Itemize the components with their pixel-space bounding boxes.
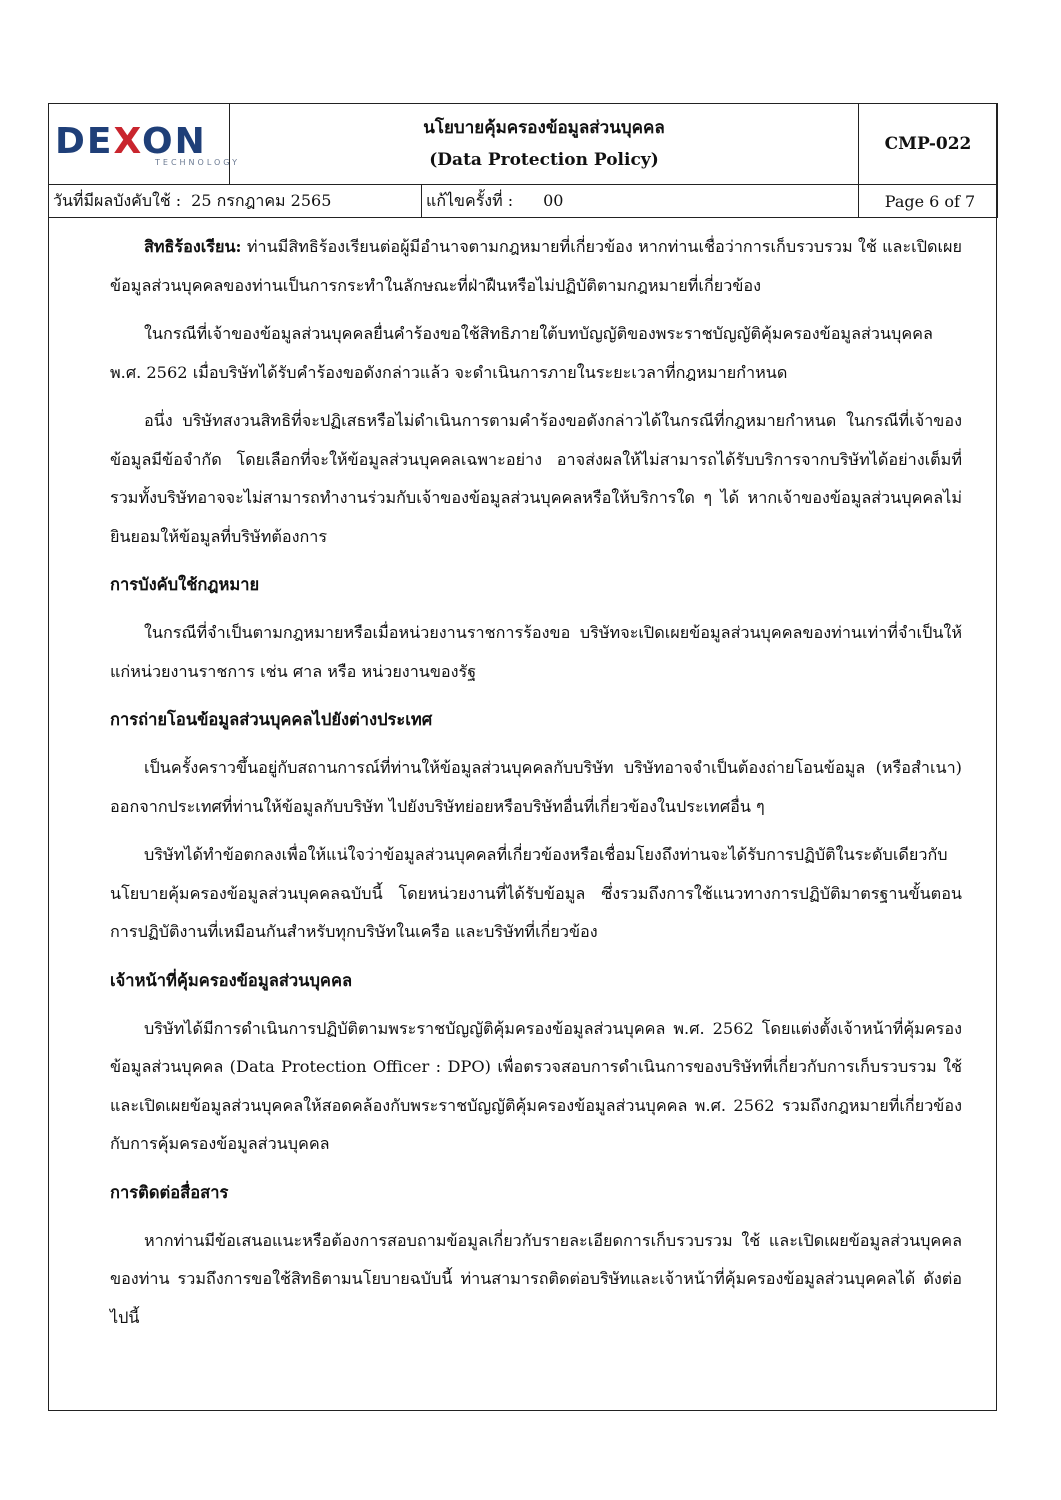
- paragraph-complaint: [110, 228, 962, 305]
- revision: [422, 185, 859, 218]
- company-logo: [55, 121, 207, 162]
- document-title: [230, 104, 859, 185]
- paragraph: บริษัทได้มีการดำเนินการปฏิบัติตามพระราชบัญญัติคุ้มครองข้อมูลส่วนบุคคล พ.ศ. 2562 โดยแต่งตั้งเจ้าหน้าที่คุ้มครองข้อมูลส่วนบุคคล (Data Protection Officer : DPO) เพื่อตรวจสอบการดำเนินการของบริษัทที่เกี่ยวกับการเก็บรวบรวม ใช้ และเปิดเผยข้อมูลส่วนบุคคลให้สอดคล้องกับพระราชบัญญัติคุ้มครองข้อมูลส่วนบุคคล พ.ศ. 2562 รวมถึงกฎหมายที่เกี่ยวข้องกับการคุ้มครองข้อมูลส่วนบุคคล: [110, 1018, 962, 1153]
- paragraph: บริษัทได้ทำข้อตกลงเพื่อให้แน่ใจว่าข้อมูลส่วนบุคคลที่เกี่ยวข้องหรือเชื่อมโยงถึงท่านจะได้รับการปฏิบัติในระดับเดียวกับนโยบายคุ้มครองข้อมูลส่วนบุคคลฉบับนี้ โดยหน่วยงานที่ได้รับข้อมูล ซึ่งรวมถึงการใช้แนวทางการปฏิบัติมาตรฐานขั้นตอนการปฏิบัติงานที่เหมือนกันสำหรับทุกบริษัทในเครือ และบริษัทที่เกี่ยวข้อง: [110, 845, 962, 941]
- section-heading: การบังคับใช้กฎหมาย: [110, 575, 260, 594]
- paragraph-lead: สิทธิร้องเรียน:: [144, 237, 242, 256]
- section-heading: เจ้าหน้าที่คุ้มครองข้อมูลส่วนบุคคล: [110, 970, 353, 990]
- paragraph: หากท่านมีข้อเสนอแนะหรือต้องการสอบถามข้อมูลเกี่ยวกับรายละเอียดการเก็บรวบรวม ใช้ และเปิดเผยข้อมูลส่วนบุคคลของท่าน รวมถึงการขอใช้สิทธิตามนโยบายฉบับนี้ ท่านสามารถติดต่อบริษัทและเจ้าหน้าที่คุ้มครองข้อมูลส่วนบุคคลได้ ดังต่อไปนี้: [110, 1230, 962, 1327]
- section-heading: การติดต่อสื่อสาร: [110, 1182, 229, 1202]
- logo-cell: [49, 104, 240, 185]
- revision-label: แก้ไขครั้งที่ :: [426, 190, 514, 210]
- paragraph: ในกรณีที่จำเป็นตามกฎหมายหรือเมื่อหน่วยงานราชการร้องขอ บริษัทจะเปิดเผยข้อมูลส่วนบุคคลของท่านเท่าที่จำเป็นให้แก่หน่วยงานราชการ เช่น ศาล หรือ หน่วยงานของรัฐ: [110, 623, 962, 681]
- paragraph: อนึ่ง บริษัทสงวนสิทธิที่จะปฏิเสธหรือไม่ดำเนินการตามคำร้องขอดังกล่าวได้ในกรณีที่กฎหมายกำหนด ในกรณีที่เจ้าของข้อมูลมีข้อจำกัด โดยเลือกที่จะให้ข้อมูลส่วนบุคคลเฉพาะอย่าง อาจส่งผลให้ไม่สามารถได้รับบริการจากบริษัทได้อย่างเต็มที่ รวมทั้งบริษัทอาจจะไม่สามารถทำงานร่วมกับเจ้าของข้อมูลส่วนบุคคลหรือให้บริการใด ๆ ได้ หากเจ้าของข้อมูลส่วนบุคคลไม่ยินยอมให้ข้อมูลที่บริษัทต้องการ: [110, 411, 962, 546]
- logo-subtext: TECHNOLOGY: [155, 158, 240, 167]
- paragraph-text: ท่านมีสิทธิร้องเรียนต่อผู้มีอำนาจตามกฎหมายที่เกี่ยวข้อง หากท่านเชื่อว่าการเก็บรวบรวม ใช้ และเปิดเผยข้อมูลส่วนบุคคลของท่านเป็นการกระทำในลักษณะที่ฝ่าฝืนหรือไม่ปฏิบัติตามกฎหมายที่เกี่ยวข้อง: [110, 237, 962, 295]
- document-body: [110, 228, 962, 1347]
- title-english: (Data Protection Policy): [429, 150, 659, 170]
- paragraph: ในกรณีที่เจ้าของข้อมูลส่วนบุคคลยื่นคำร้องขอใช้สิทธิภายใต้บทบัญญัติของพระราชบัญญัติคุ้มครองข้อมูลส่วนบุคคล พ.ศ. 2562 เมื่อบริษัทได้รับคำร้องขอดังกล่าวแล้ว จะดำเนินการภายในระยะเวลาที่กฎหมายกำหนด: [110, 324, 933, 382]
- page-number: Page 6 of 7: [859, 185, 998, 218]
- title-thai: นโยบายคุ้มครองข้อมูลส่วนบุคคล: [423, 118, 665, 138]
- section-heading: การถ่ายโอนข้อมูลส่วนบุคคลไปยังต่างประเทศ: [110, 710, 433, 729]
- effective-date-value: 25 กรกฎาคม 2565: [191, 190, 332, 210]
- paragraph: เป็นครั้งคราวขึ้นอยู่กับสถานการณ์ที่ท่านให้ข้อมูลส่วนบุคคลกับบริษัท บริษัทอาจจำเป็นต้องถ่ายโอนข้อมูล (หรือสำเนา) ออกจากประเทศที่ท่านให้ข้อมูลกับบริษัท ไปยังบริษัทย่อยหรือบริษัทอื่นที่เกี่ยวข้องในประเทศอื่น ๆ: [110, 758, 962, 816]
- effective-date-label: วันที่มีผลบังคับใช้ :: [53, 190, 182, 210]
- document-header: [48, 103, 998, 218]
- document-code: CMP-022: [859, 104, 998, 185]
- effective-date: [49, 185, 422, 218]
- logo-text: DEXON: [55, 121, 207, 162]
- revision-value: 00: [543, 190, 564, 210]
